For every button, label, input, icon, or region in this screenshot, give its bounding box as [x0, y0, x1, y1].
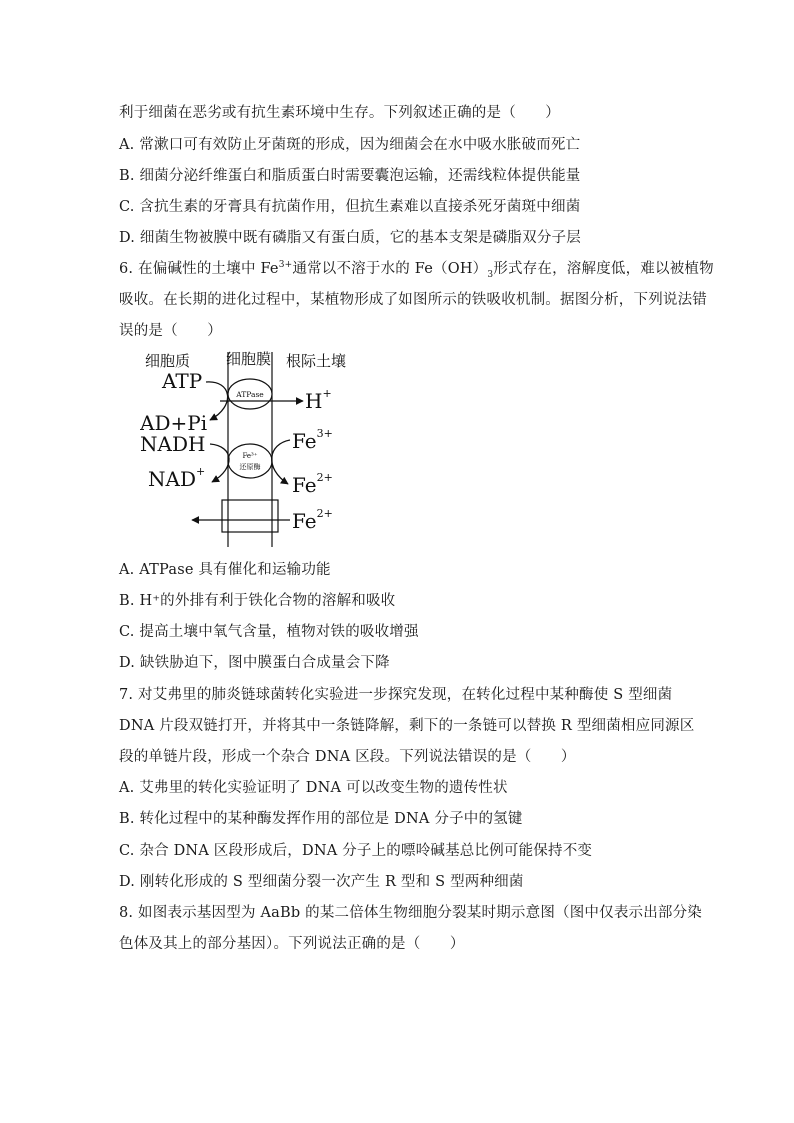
fe2-transporter: [222, 500, 278, 532]
q5-tail-text: 利于细菌在恶劣或有抗生素环境中生存。下列叙述正确的是（ ）: [119, 105, 560, 121]
nadh-oxidation-arrow: [210, 444, 229, 482]
ferric-reductase-protein: [228, 444, 272, 478]
adp-pi-label: AD+Pi: [140, 411, 208, 435]
nad-label: NAD+: [148, 465, 206, 491]
q7-stem-line3: 段的单链片段，形成一个杂合 DNA 区段。下列说法错误的是（ ）: [119, 749, 576, 765]
q5-option-d: D. 细菌生物被膜中既有磷脂又有蛋白质，它的基本支架是磷脂双分子层: [119, 230, 581, 246]
atpase-label: ATPase: [236, 390, 264, 399]
q5-option-a: A. 常漱口可有效防止牙菌斑的形成，因为细菌会在水中吸水胀破而死亡: [119, 137, 581, 153]
q6-option-c: C. 提高土壤中氧气含量，植物对铁的吸收增强: [119, 624, 419, 640]
membrane-label: 细胞膜: [226, 350, 272, 368]
nadh-label: NADH: [140, 432, 206, 456]
q7-stem-line2: DNA 片段双链打开，并将其中一条链降解，剩下的一条链可以替换 R 型细菌相应同源区: [119, 718, 695, 734]
q6-option-a: A. ATPase 具有催化和运输功能: [119, 562, 331, 578]
cytoplasm-label: 细胞质: [145, 352, 191, 370]
q5-option-b: B. 细菌分泌纤维蛋白和脂质蛋白时需要囊泡运输，还需线粒体提供能量: [119, 168, 581, 184]
reductase-label-top: Fe³⁺: [242, 452, 258, 460]
reductase-label-bottom: 还原酶: [239, 463, 261, 471]
fe2-label: $Fe^{2+}$: [292, 471, 333, 497]
soil-label: 根际土壤: [286, 352, 347, 370]
q7-option-a: A. 艾弗里的转化实验证明了 DNA 可以改变生物的遗传性状: [119, 780, 508, 796]
iron-absorption-diagram: [140, 344, 380, 554]
fe3-label: $Fe^{3+}$: [292, 427, 333, 453]
q7-option-c: C. 杂合 DNA 区段形成后，DNA 分子上的嘌呤碱基总比例可能保持不变: [119, 843, 593, 859]
q5-option-c: C. 含抗生素的牙膏具有抗菌作用，但抗生素难以直接杀死牙菌斑中细菌: [119, 199, 581, 215]
q7-stem-line1: 7. 对艾弗里的肺炎链球菌转化实验进一步探究发现，在转化过程中某种酶使 S 型细菌: [119, 687, 673, 703]
q8-stem-line1: 8. 如图表示基因型为 AaBb 的某二倍体生物细胞分裂某时期示意图（图中仅表示出部分染: [119, 905, 703, 921]
atp-label: ATP: [162, 369, 203, 393]
q6-stem-line1: 6. 在偏碱性的土壤中 $Fe^{3+}$通常以不溶于水的 $Fe(OH)_3$形式存在，溶解度低，难以被植物: [119, 260, 714, 280]
q6-stem-line2: 吸收。在长期的进化过程中，某植物形成了如图所示的铁吸收机制。据图分析，下列说法错: [119, 292, 707, 308]
q7-option-d: D. 刚转化形成的 S 型细菌分裂一次产生 R 型和 S 型两种细菌: [119, 874, 524, 890]
q6-option-d: D. 缺铁胁迫下，图中膜蛋白合成量会下降: [119, 655, 390, 671]
q6-stem-line3: 误的是（ ）: [119, 323, 222, 339]
q6-option-b: B. H⁺的外排有利于铁化合物的溶解和吸收: [119, 593, 396, 609]
fe3-reduction-arrow: [272, 440, 290, 484]
fe2-soil-label: $Fe^{2+}$: [292, 507, 333, 533]
q8-stem-line2: 色体及其上的部分基因）。下列说法正确的是（ ）: [119, 936, 465, 952]
h-ion-label: H+: [305, 387, 332, 413]
q7-option-b: B. 转化过程中的某种酶发挥作用的部位是 DNA 分子中的氢键: [119, 811, 523, 827]
